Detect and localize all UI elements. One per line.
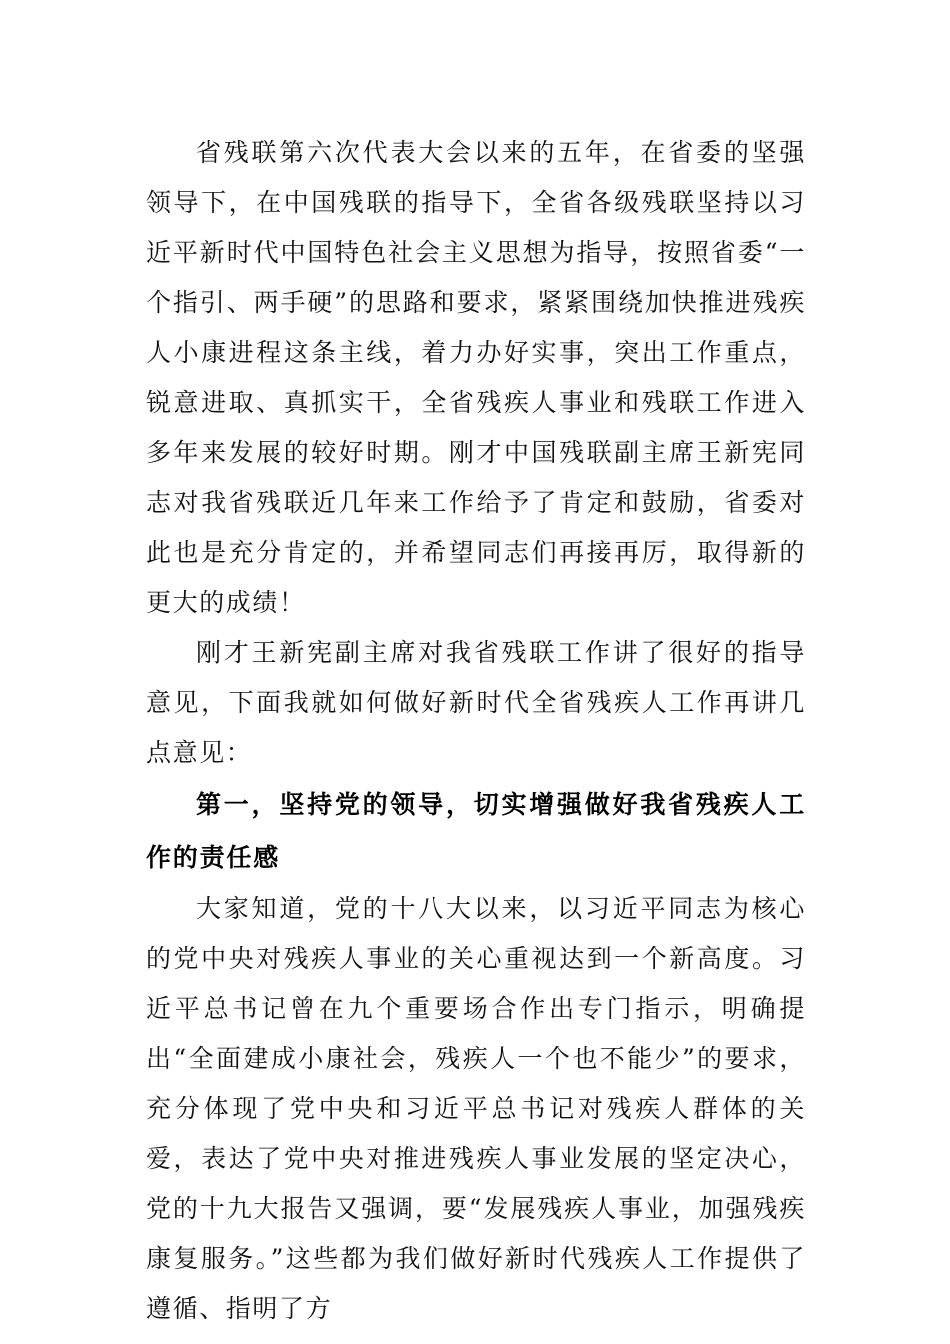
section-paragraph: 大家知道，党的十八大以来，以习近平同志为核心的党中央对残疾人事业的关心重视达到一个新高度。习近平总书记曾在九个重要场合作出专门指示，明确提出“全面建成小康社会，残疾人一个也不能少”的要求，充分体现了党中央和习近平总书记对残疾人群体的关爱，表达了党中央对推进残疾人事业发展的坚定决心，党的十九大报告又强调，要“发展残疾人事业，加强残疾康复服务。”这些都为我们做好新时代残疾人工作提供了遵循、指明了方 [146,894,806,1323]
body-paragraph-2: 刚才王新宪副主席对我省残联工作讲了很好的指导意见，下面我就如何做好新时代全省残疾人工作再讲几点意见： [146,638,806,767]
section-heading: 第一，坚持党的领导，切实增强做好我省残疾人工作的责任感 [146,790,806,872]
document-body [146,128,806,1334]
body-paragraph-1: 省残联第六次代表大会以来的五年，在省委的坚强领导下，在中国残联的指导下，全省各级残联坚持以习近平新时代中国特色社会主义思想为指导，按照省委“一个指引、两手硬”的思路和要求，紧紧围绕加快推进残疾人小康进程这条主线，着力办好实事，突出工作重点，锐意进取、真抓实干，全省残疾人事业和残联工作进入多年来发展的较好时期。刚才中国残联副主席王新宪同志对我省残联近几年来工作给予了肯定和鼓励，省委对此也是充分肯定的，并希望同志们再接再厉，取得新的更大的成绩！ [146,138,806,617]
